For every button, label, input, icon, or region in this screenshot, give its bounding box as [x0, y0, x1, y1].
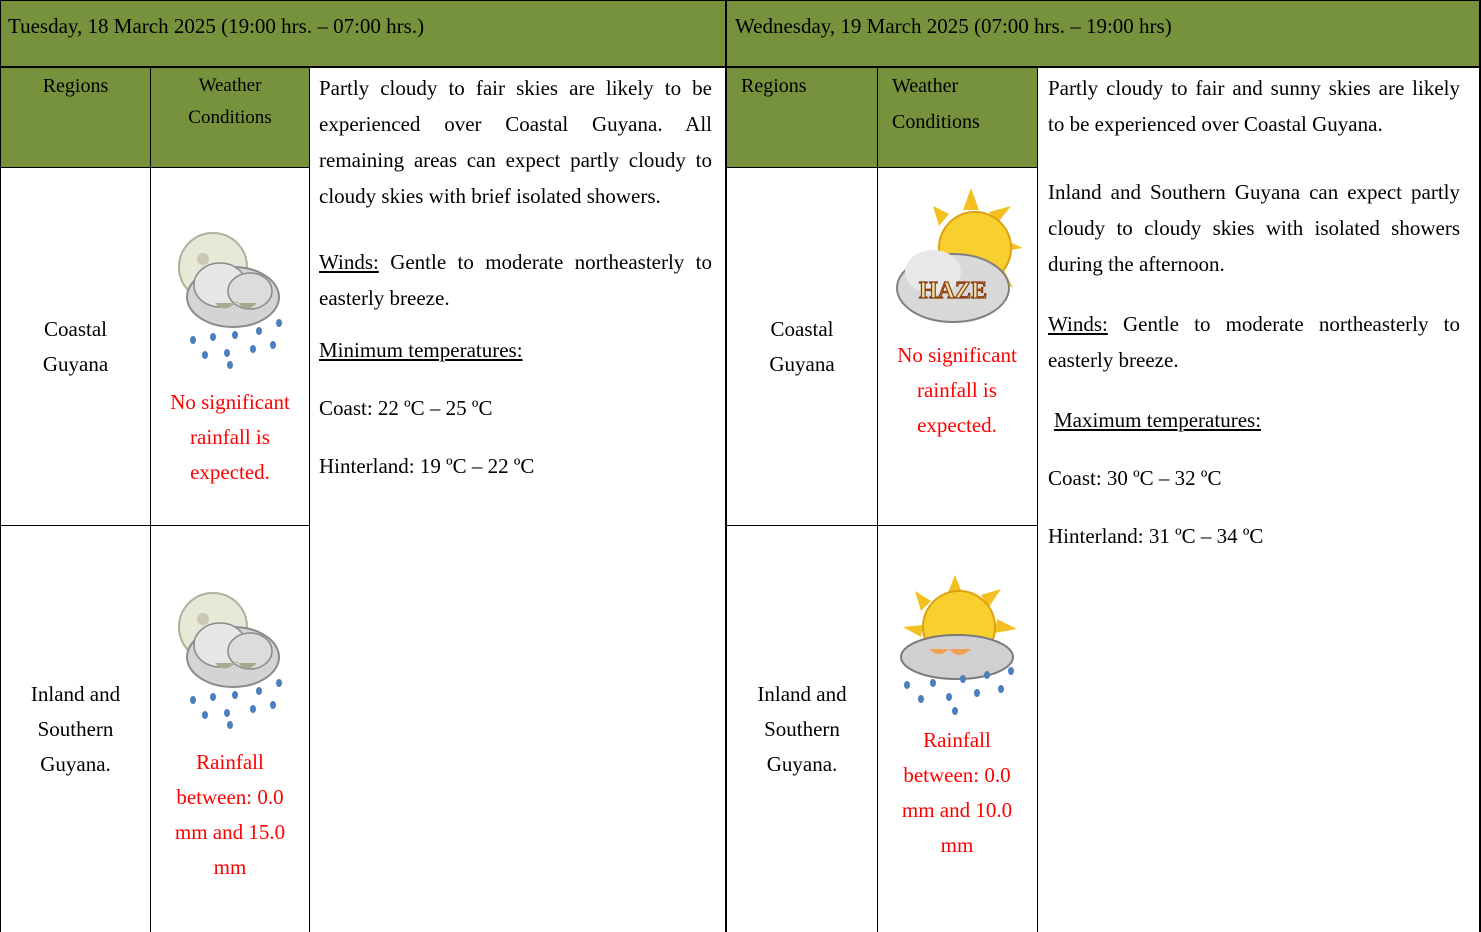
right-row1-region [727, 168, 877, 525]
left-period-header: Tuesday, 18 March 2025 (19:00 hrs. – 07:00 hrs.) [8, 14, 425, 38]
right-temp-coast: Coast: 30 ºC – 32 ºC [1048, 466, 1222, 490]
right-summary-inland: Inland and Southern Guyana can expect partly cloudy to cloudy skies with isolated showers during the afternoon. [1048, 180, 1460, 276]
winds-label: Winds: [319, 250, 379, 274]
right-period-header: Wednesday, 19 March 2025 (07:00 hrs. – 19:00 hrs) [735, 14, 1172, 38]
right-row2-region [727, 526, 877, 932]
left-temp-hinterland: Hinterland: 19 ºC – 22 ºC [319, 454, 535, 478]
right-summary-coastal: Partly cloudy to fair and sunny skies are likely to be experienced over Coastal Guyana. [1048, 76, 1460, 136]
right-winds [1048, 306, 1460, 378]
right-row1-condition: No significant rainfall is expected. [897, 343, 1017, 437]
left-temp-label: Minimum temperatures: [319, 338, 523, 362]
right-forecast-text [1048, 70, 1460, 554]
winds-text: Gentle to moderate northeasterly to easterly breeze. [1048, 312, 1460, 372]
left-temp-coast: Coast: 22 ºC – 25 ºC [319, 396, 493, 420]
region-label: Coastal Guyana [769, 316, 835, 376]
left-row1-region [1, 168, 150, 525]
night-rain-icon [175, 225, 285, 370]
winds-text: Gentle to moderate northeasterly to easterly breeze. [319, 250, 712, 310]
right-row2-condition: Rainfall between: 0.0 mm and 10.0 mm [901, 728, 1013, 857]
right-regions-heading: Regions [741, 75, 807, 97]
left-regions-heading: Regions [42, 75, 109, 97]
region-label: Coastal Guyana [42, 316, 109, 376]
right-weather-heading: Weather Conditions [892, 75, 980, 133]
left-row2-condition: Rainfall between: 0.0 mm and 15.0 mm [174, 750, 286, 879]
right-temp-hinterland: Hinterland: 31 ºC – 34 ºC [1048, 524, 1264, 548]
region-label: Inland and Southern Guyana. [30, 681, 121, 776]
region-label: Inland and Southern Guyana. [757, 681, 847, 776]
left-winds [319, 244, 712, 316]
left-summary: Partly cloudy to fair skies are likely to be experienced over Coastal Guyana. All remaining areas can expect partly cloudy to cloudy skies with brief isolated showers. [319, 76, 712, 208]
winds-label: Winds: [1048, 312, 1108, 336]
left-row2-region [1, 526, 150, 932]
sun-cloud-rain-icon [893, 575, 1023, 720]
night-rain-icon [175, 585, 285, 730]
left-row1-condition: No significant rainfall is expected. [170, 390, 290, 484]
left-weather-heading: Weather Conditions [188, 75, 272, 128]
haze-label: HAZE [918, 278, 988, 304]
haze-icon [893, 188, 1023, 328]
left-forecast-text [319, 70, 712, 484]
right-temp-label: Maximum temperatures: [1054, 408, 1262, 432]
